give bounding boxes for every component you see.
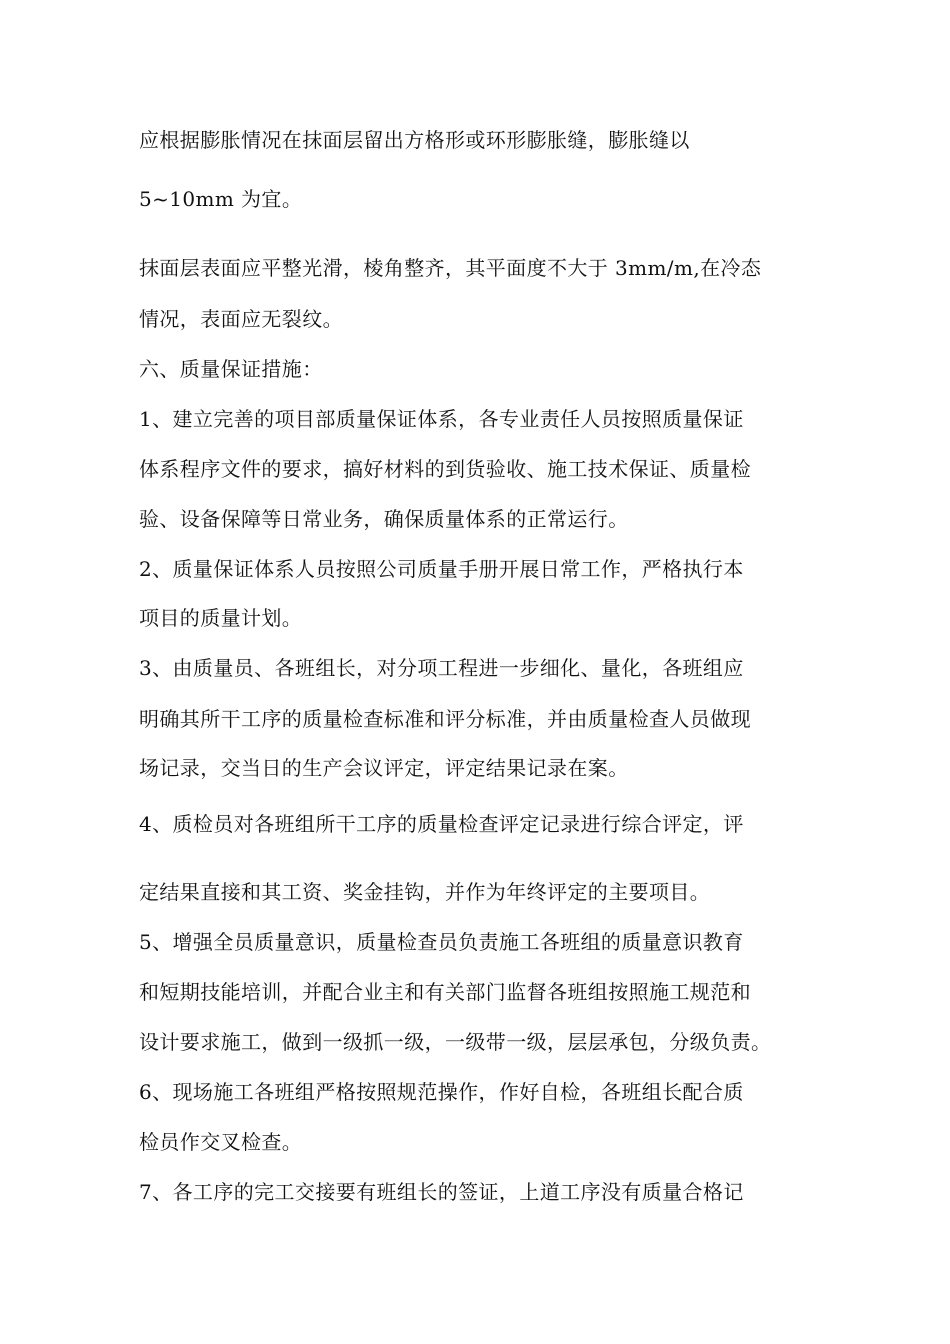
text-line: 抹面层表面应平整光滑，棱角整齐，其平面度不大于 3mm/m,在冷态 xyxy=(139,256,762,280)
text-line: 4、质检员对各班组所干工序的质量检查评定记录进行综合评定，评 xyxy=(139,812,744,836)
text-line: 体系程序文件的要求，搞好材料的到货验收、施工技术保证、质量检 xyxy=(139,457,751,481)
text-line: 检员作交叉检查。 xyxy=(139,1130,303,1154)
text-line: 6、现场施工各班组严格按照规范操作，作好自检，各班组长配合质 xyxy=(139,1080,744,1104)
text-line: 2、质量保证体系人员按照公司质量手册开展日常工作，严格执行本 xyxy=(139,557,744,581)
text-line: 和短期技能培训，并配合业主和有关部门监督各班组按照施工规范和 xyxy=(139,980,751,1004)
text-line: 设计要求施工，做到一级抓一级，一级带一级，层层承包，分级负责。 xyxy=(139,1030,772,1054)
text-line: 项目的质量计划。 xyxy=(139,606,303,630)
text-line: 1、建立完善的项目部质量保证体系，各专业责任人员按照质量保证 xyxy=(139,407,744,431)
section-heading: 六、质量保证措施： xyxy=(139,357,323,381)
text-line: 验、设备保障等日常业务，确保质量体系的正常运行。 xyxy=(139,507,629,531)
text-line: 7、各工序的完工交接要有班组长的签证，上道工序没有质量合格记 xyxy=(139,1180,744,1204)
text-line: 场记录，交当日的生产会议评定，评定结果记录在案。 xyxy=(139,756,629,780)
text-line: 5~10mm 为宜。 xyxy=(139,187,303,211)
text-line: 3、由质量员、各班组长，对分项工程进一步细化、量化，各班组应 xyxy=(139,656,744,680)
text-line: 5、增强全员质量意识，质量检查员负责施工各班组的质量意识教育 xyxy=(139,930,744,954)
text-line: 情况，表面应无裂纹。 xyxy=(139,307,343,331)
text-line: 应根据膨胀情况在抹面层留出方格形或环形膨胀缝，膨胀缝以 xyxy=(139,128,690,152)
text-line: 定结果直接和其工资、奖金挂钩，并作为年终评定的主要项目。 xyxy=(139,880,711,904)
text-line: 明确其所干工序的质量检查标准和评分标准，并由质量检查人员做现 xyxy=(139,707,751,731)
